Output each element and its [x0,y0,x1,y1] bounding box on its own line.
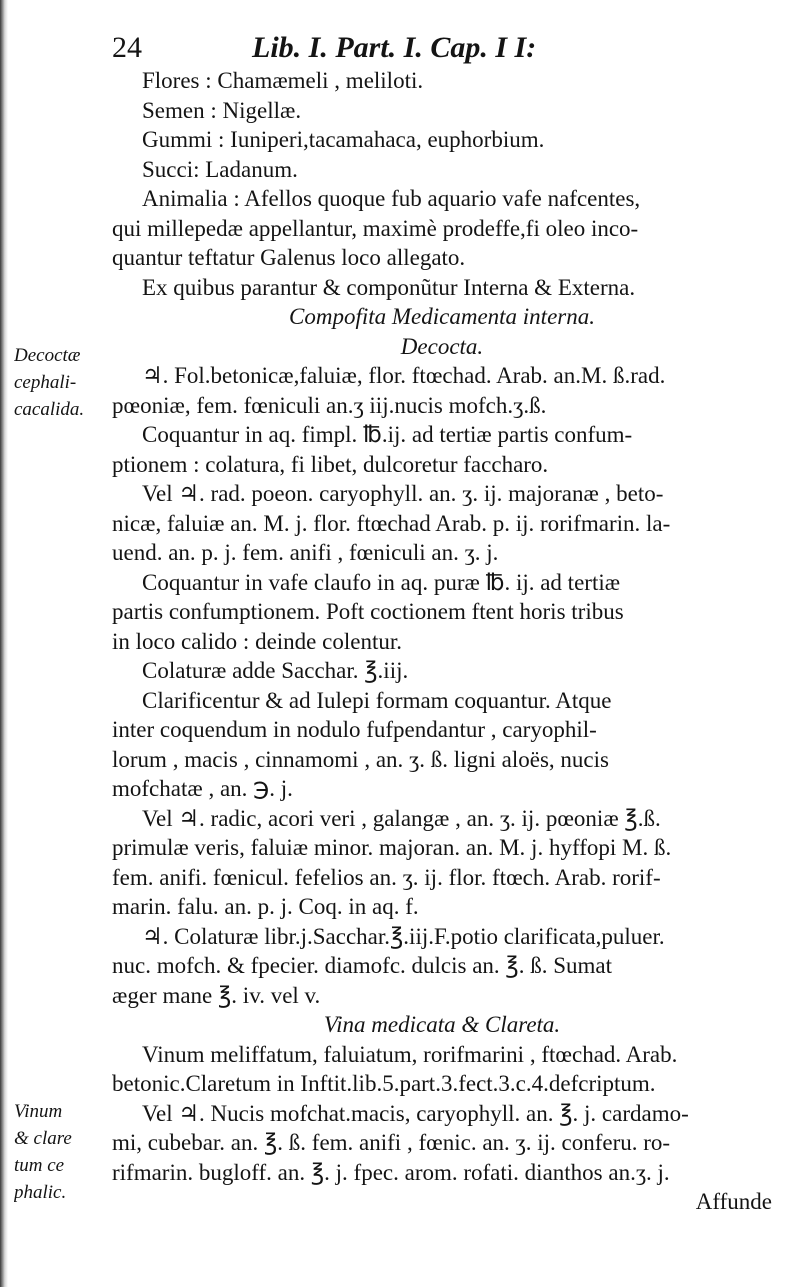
text-line: ♃. Colaturæ libr.j.Sacchar.℥.iij.F.potio clarificata,puluer. [142,923,665,949]
text-line: lorum , macis , cinnamomi , an. ʒ. ß. ligni aloës, nucis [112,746,609,772]
text-line: partis confumptionem. Poft coctionem ftent horis tribus [112,599,624,624]
catchword: Affunde [695,1189,772,1214]
text-line: marin. falu. an. p. j. Coq. in aq. f. [112,894,419,919]
text-line: primulæ veris, faluiæ minor. majoran. an. M. j. hyffopi M. ß. [112,835,672,860]
text-line: Coquantur in vafe claufo in aq. puræ ℔. ij. ad tertiæ [142,569,621,595]
margin-note-line: cephali- [14,372,77,393]
section-heading: Compofita Medicamenta interna. [289,304,595,329]
section-heading: Vina medicata & Clareta. [323,1012,561,1037]
text-line: Ex quibus parantur & componũtur Interna & Externa. [142,274,636,300]
running-title: Lib. I. Part. I. Cap. I I: [252,31,537,64]
text-line: Coquantur in aq. fimpl. ℔.ij. ad tertiæ partis confum- [142,422,633,447]
text-line: ptionem : colatura, fi libet, dulcoretur faccharo. [112,451,549,477]
text-line: Vel ♃. rad. poeon. caryophyll. an. ʒ. ij. majoranæ , beto- [142,481,664,506]
text-line: Colaturæ adde Sacchar. ℥.iij. [142,658,409,683]
page-number: 24 [112,31,142,64]
running-head [112,28,772,68]
text-line: rifmarin. bugloff. an. ℥. j. fpec. arom. rofati. dianthos an.ʒ. j. [112,1159,670,1185]
body-text [112,66,772,1217]
text-line: nuc. mofch. & fpecier. diamofc. dulcis an. ℥. ß. Sumat [112,953,612,978]
text-line: Gummi : Iuniperi,tacamahaca, euphorbium. [142,127,545,152]
text-line: æger mane ℥. iv. vel v. [112,982,321,1008]
text-line: fem. anifi. fœnicul. fefelios an. ʒ. ij. flor. ftœch. Arab. rorif- [112,864,661,890]
text-line: qui millepedæ appellantur, maximè prodeffe,fi oleo inco- [112,215,639,241]
text-line: in loco calido : deinde colentur. [112,628,402,654]
text-line: Animalia : Afellos quoque fub aquario vafe nafcentes, [142,186,641,211]
text-line: pœoniæ, fem. fœniculi an.ʒ iij.nucis mofch.ʒ.ß. [112,392,547,418]
text-line: Vel ♃. radic, acori veri , galangæ , an. ʒ. ij. pœoniæ ℥.ß. [142,805,661,831]
text-line: Succi: Ladanum. [142,156,298,182]
text-line: Vinum meliffatum, faluiatum, rorifmarini , ftœchad. Arab. [142,1041,678,1067]
text-line: Clarificentur & ad Iulepi formam coquantur. Atque [142,687,612,713]
text-line: Flores : Chamæmeli , meliloti. [142,68,424,93]
margin-note-line: & clare [14,1128,72,1149]
text-line: inter coquendum in nodulo fufpendantur , caryophil- [112,717,597,742]
subsection-heading: Decocta. [400,333,484,359]
text-line: Semen : Nigellæ. [142,97,302,123]
text-line: mofchatæ , an. ℈. j. [112,776,293,801]
margin-note-line: tum ce [14,1155,65,1176]
margin-note-vinum [14,1098,114,1206]
text-line: ♃. Fol.betonicæ,faluiæ, flor. ftœchad. Arab. an.M. ß.rad. [142,363,666,388]
margin-note-decocta [14,342,114,423]
text-line: uend. an. p. j. fem. anifi , fœniculi an. ʒ. j. [112,540,499,565]
margin-note-line: phalic. [14,1182,67,1203]
text-line: mi, cubebar. an. ℥. ß. fem. anifi , fœnic. an. ʒ. ij. conferu. ro- [112,1130,671,1155]
margin-notes [14,342,114,1206]
text-line: nicæ, faluiæ an. M. j. flor. ftœchad Arab. p. ij. rorifmarin. la- [112,510,671,536]
text-line: betonic.Claretum in Inftit.lib.5.part.3.fect.3.c.4.defcriptum. [112,1071,656,1096]
text-line: Vel ♃. Nucis mofchat.macis, caryophyll. an. ℥. j. cardamo- [142,1100,689,1126]
margin-note-line: Decoctæ [14,345,81,366]
margin-note-line: Vinum [14,1101,63,1122]
margin-note-line: cacalida. [14,399,85,420]
text-line: quantur teftatur Galenus loco allegato. [112,245,466,270]
